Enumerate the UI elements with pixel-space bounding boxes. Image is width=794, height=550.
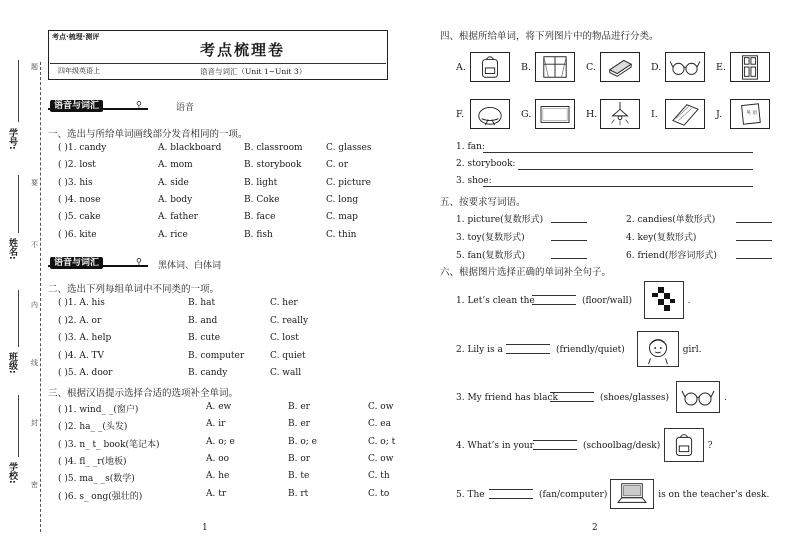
answer-option[interactable]: B. classroom [244,143,303,153]
question-stem: ( )1. A. his [58,298,105,308]
word-task: 5. fan(复数形式) [456,251,525,261]
question-row [58,230,398,244]
answer-option[interactable]: C. wall [270,368,302,378]
sentence-end: . [724,393,727,403]
sentence-options: (shoes/glasses) [600,393,670,403]
hat-icon [470,99,510,129]
label-student-id: 学号: [7,128,17,150]
cut-char: 封 [31,419,38,427]
q5-title: 五、按要求写词语。 [440,197,526,208]
answer-option[interactable]: C. long [326,194,359,205]
sentence-start: 5. The [456,490,485,500]
sentence-start: 2. Lily is a [456,345,503,355]
notebooks-icon [665,99,705,129]
answer-option[interactable]: C. ow [368,453,394,464]
cut-char: 要 [31,179,38,187]
answer-option[interactable]: C. her [270,298,298,308]
answer-line[interactable] [736,240,772,241]
answer-option[interactable]: A. father [158,212,198,223]
picture-letter: I. [651,109,658,120]
question-row [58,333,398,347]
sentence-end: . [687,296,691,306]
question-row [58,316,398,330]
q3-title: 三、根据汉语提示选择合适的选项补全单词。 [48,388,239,399]
answer-option[interactable]: B. te [288,471,310,482]
lamp-icon [600,99,640,129]
answer-option[interactable]: C. lost [270,333,299,343]
picture-letter: F. [456,109,465,120]
q4-title: 四、根据所给单词，将下列图片中的物品进行分类。 [440,31,659,42]
answer-option[interactable]: A. he [206,471,230,482]
q1-title: 一、选出与所给单词画线部分发音相同的一项。 [48,129,248,140]
answer-option[interactable]: C. ow [368,402,394,412]
q6-title: 六、根据图片选择正确的单词补全句子。 [440,267,612,278]
answer-line[interactable] [736,258,772,259]
page-title: 考点梳理卷 [200,41,286,59]
picture-letter: D. [651,62,662,73]
answer-blank[interactable] [489,489,533,499]
answer-option[interactable]: B. storybook [244,160,302,171]
sentence-end: girl. [682,345,702,355]
answer-option[interactable]: C. picture [326,177,372,188]
fill-line-name [18,175,19,233]
answer-option[interactable]: C. to [368,488,390,499]
cut-char: 不 [31,241,38,249]
sentence-options: (floor/wall) [582,296,633,306]
answer-option[interactable]: C. really [270,315,309,326]
cut-char: 密 [31,481,38,489]
question-stem: ( )5. A. door [58,368,113,378]
category-label: 3. shoe: [456,176,492,186]
blackboard-icon [535,99,575,129]
header-rule [50,63,386,64]
answer-option[interactable]: C. thin [326,229,357,240]
page-subtitle: 语音与词汇（Unit 1~Unit 3） [200,67,307,76]
question-stem: ( )4. nose [58,194,101,205]
category-label: 2. storybook: [456,159,516,169]
answer-option[interactable]: A. tr [206,488,227,499]
question-row [58,471,398,485]
answer-option[interactable]: B. o; e [288,436,317,447]
answer-option[interactable]: B. hat [188,298,216,308]
word-task: 3. toy(复数形式) [456,233,525,243]
answer-option[interactable]: A. ew [206,402,232,412]
door-icon [730,52,770,82]
question-row [58,195,398,209]
question-row [58,298,398,312]
answer-option[interactable]: A. body [158,194,193,205]
picture-letter: J. [716,109,723,120]
question-row [58,178,398,192]
header-tag: 考点·梳理·测评 [52,33,100,41]
grade-label: 四年级英语上 [58,67,100,75]
answer-option[interactable]: A. blackboard [158,143,222,153]
sentence-end: ? [707,441,713,451]
window-icon [535,52,575,82]
answer-option[interactable]: C. map [326,212,358,223]
answer-line[interactable] [483,186,753,187]
answer-option[interactable]: B. and [188,315,218,326]
answer-option[interactable]: A. rice [158,229,188,240]
question-row [58,454,398,468]
answer-line[interactable] [551,222,587,223]
girl-icon [637,331,679,367]
cut-char: 线 [31,359,38,367]
glasses-icon [676,381,720,413]
question-row [58,351,398,365]
section-banner: 语音与词汇 [50,100,103,112]
answer-option[interactable]: B. fish [244,229,273,240]
question-stem: ( )1. wind_ _(窗户) [58,405,139,415]
question-stem: ( )2. A. or [58,315,102,326]
fill-line-school [18,395,19,457]
answer-blank[interactable] [550,392,594,402]
answer-option[interactable]: B. er [288,419,310,430]
cut-char: 内 [31,301,38,309]
question-stem: ( )6. kite [58,229,97,240]
book-icon [600,52,640,82]
answer-option[interactable]: B. or [288,453,311,464]
word-task: 2. candies(单数形式) [626,215,716,225]
cut-char: 题 [31,63,38,71]
section-caption: 语音 [176,103,195,113]
glasses-icon [665,52,705,82]
answer-line[interactable] [518,169,753,170]
question-stem: ( )3. n_ t_ book(笔记本) [58,439,160,450]
schoolbag-icon [664,428,704,462]
sentence-options: (schoolbag/desk) [583,441,661,451]
question-stem: ( )1. candy [58,143,107,153]
category-label: 1. fan: [456,142,485,152]
magnifier-icon: ⚲ [136,257,142,266]
question-stem: ( )5. ma_ _s(数学) [58,474,135,485]
question-stem: ( )6. s_ ong(强壮的) [58,491,143,502]
answer-blank[interactable] [532,295,576,305]
question-stem: ( )4. fl_ _r(地板) [58,456,127,467]
sentence-options: (fan/computer) [539,490,608,500]
answer-option[interactable]: C. quiet [270,350,306,361]
page-number-left: 1 [202,523,208,533]
sentence-start: 3. My friend has black [456,393,559,403]
question-row [58,143,398,157]
question-row [58,419,398,433]
magnifier-icon: ⚲ [136,100,142,109]
cut-line [40,62,41,532]
answer-option[interactable]: C. glasses [326,143,372,153]
fill-line-id [18,60,19,122]
question-stem: ( )3. his [58,177,93,188]
answer-option[interactable]: C. o; t [368,436,396,447]
answer-option[interactable]: A. o; e [206,436,235,447]
answer-option[interactable]: B. cute [188,333,221,343]
answer-option[interactable]: B. light [244,177,278,188]
laptop-icon [610,479,654,509]
word-task: 4. key(复数形式) [626,233,697,243]
answer-option[interactable]: A. mom [158,160,193,171]
picture-letter: G. [521,109,532,120]
storybook-cover-text: 英 语 [746,111,758,116]
picture-letter: H. [586,109,598,120]
answer-option[interactable]: A. ir [206,419,226,430]
picture-letter: E. [716,62,726,73]
question-stem: ( )3. A. help [58,333,112,343]
sentence-start: 4. What’s in your [456,441,534,451]
answer-option[interactable]: C. or [326,160,349,171]
floor-pattern-icon [644,281,684,319]
answer-option[interactable]: B. computer [188,350,245,361]
answer-option[interactable]: C. th [368,471,390,482]
answer-option[interactable]: B. er [288,402,310,412]
question-row [58,212,398,226]
word-task: 6. friend(形容词形式) [626,251,717,261]
question-row [58,368,398,382]
section-caption: 黑体词、白体词 [158,261,222,271]
answer-blank[interactable] [506,344,550,354]
answer-option[interactable]: C. ea [368,419,391,430]
question-stem: ( )5. cake [58,212,101,223]
question-stem: ( )4. A. TV [58,350,105,361]
picture-letter: C. [586,62,596,73]
answer-option[interactable]: A. side [158,177,189,188]
question-row [58,489,398,503]
sentence-end: is on the teacher’s desk. [658,490,770,500]
answer-option[interactable]: B. Coke [244,194,280,205]
storybook-icon [730,99,770,129]
schoolbag-icon [470,52,510,82]
picture-letter: B. [521,62,532,73]
answer-line[interactable] [483,152,753,153]
answer-option[interactable]: B. face [244,212,276,223]
question-stem: ( )2. lost [58,160,96,171]
sentence-start: 1. Let’s clean the [456,296,535,306]
page-number-right: 2 [592,523,598,533]
word-task: 1. picture(复数形式) [456,215,544,225]
answer-option[interactable]: A. oo [206,453,230,464]
label-class: 班级: [7,352,17,374]
answer-option[interactable]: B. rt [288,488,309,499]
question-row [58,402,398,416]
question-row [58,437,398,451]
section-banner: 语音与词汇 [50,257,103,269]
picture-letter: A. [456,62,466,73]
label-school: 学校: [7,462,17,484]
answer-option[interactable]: B. candy [188,368,228,378]
question-stem: ( )2. ha_ _(头发) [58,422,128,433]
fill-line-class [18,290,19,347]
label-name: 姓名: [7,238,17,260]
answer-line[interactable] [551,258,587,259]
answer-line[interactable] [736,222,772,223]
question-row [58,160,398,174]
q2-title: 二、选出下列每组单词中不同类的一项。 [48,284,220,295]
answer-line[interactable] [551,240,587,241]
answer-blank[interactable] [533,440,577,450]
sentence-options: (friendly/quiet) [556,345,625,355]
